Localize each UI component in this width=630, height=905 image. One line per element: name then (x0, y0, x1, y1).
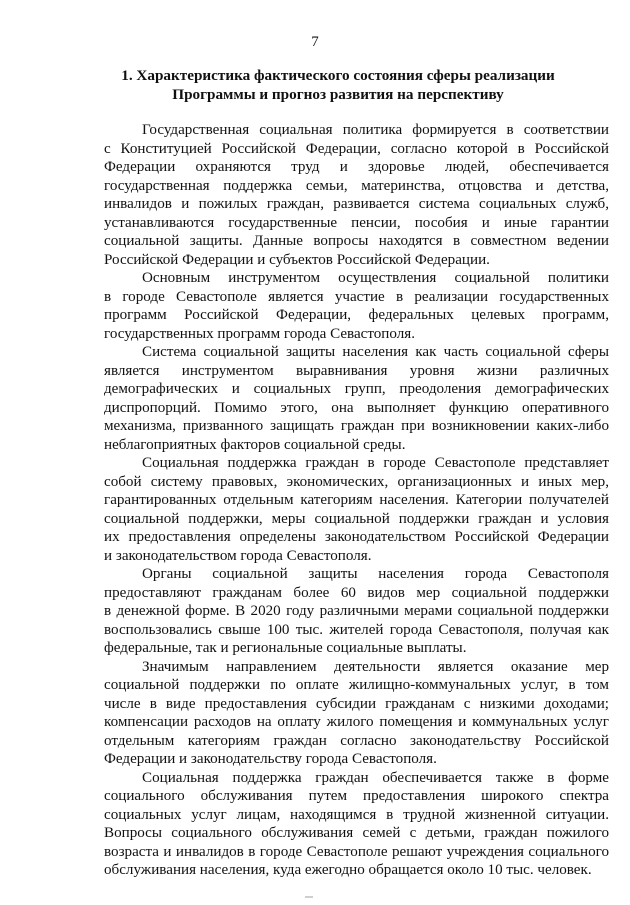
paragraph-line: социальной поддержки по оплате жилищно-коммунальных услуг, в том (104, 677, 609, 693)
paragraph-line: социальной защиты. Данные вопросы находятся в совместном ведении (104, 233, 609, 249)
paragraph (104, 565, 609, 658)
paragraph-line: Система социальной защиты населения как часть социальной сферы (142, 344, 609, 360)
paragraph-line: Российской Федерации и субъектов Российской Федерации. (104, 251, 490, 268)
paragraph-line: Органы социальной защиты населения города Севастополя (142, 566, 609, 582)
paragraph-line: и законодательством города Севастополя. (104, 547, 372, 564)
paragraph-line: государственная поддержка семьи, материнства, отцовства и детства, (104, 177, 609, 194)
paragraph-line: предоставляют гражданам более 60 видов мер социальной поддержки (104, 584, 609, 601)
paragraph-line: диспропорций. Помимо этого, она выполняет функцию оперативного (104, 399, 609, 416)
section-heading-line-2: Программы и прогноз развития на перспективу (172, 86, 504, 103)
page-number: 7 (311, 34, 319, 50)
paragraph-line: социального обслуживания путем предоставления широкого спектра (104, 788, 609, 804)
paragraph-line: воспользовались свыше 100 тыс. жителей города Севастополя, получая как (104, 621, 609, 638)
paragraph-line: числе в виде предоставления субсидии гражданам с низкими доходами; (104, 695, 609, 712)
paragraph (104, 454, 609, 565)
paragraph-line: Федерации охраняются труд и здоровье людей, обеспечивается (104, 159, 609, 175)
paragraph-line: инвалидов и пожилых граждан, развивается система социальных служб, (104, 196, 609, 212)
paragraph-line: федеральные, так и региональные социальные выплаты. (104, 640, 467, 656)
paragraph (104, 658, 609, 769)
paragraph-line: собой систему правовых, экономических, организационных и иных мер, (104, 473, 609, 490)
paragraph-line: обслуживания населения, куда ежегодно обращается около 10 тыс. человек. (104, 862, 592, 878)
paragraph-line: социальной поддержки, меры социальной поддержки граждан и условия (104, 510, 609, 527)
paragraph-line: устанавливаются государственные пенсии, пособия и иные гарантии (104, 214, 609, 231)
body-text (104, 121, 609, 880)
paragraph-line: государственных программ города Севастополя. (104, 325, 415, 342)
paragraph-line: в денежной форме. В 2020 году различными мерами социальной поддержки (104, 603, 609, 619)
paragraph (104, 121, 609, 269)
paragraph-line: Федерации и законодательству города Севастополя. (104, 751, 437, 767)
paragraph-line: компенсации расходов на оплату жилого помещения и коммунальных услуг (104, 714, 609, 730)
paragraph-line: Государственная социальная политика формируется в соответствии (142, 122, 609, 138)
paragraph-line: является инструментом выравнивания уровня жизни различных (104, 362, 609, 379)
section-heading (108, 66, 568, 104)
paragraph-line: механизма, призванного защищать граждан при возникновении каких-либо (104, 418, 609, 434)
paragraph-line: социальных услуг лицам, находящимся в трудной жизненной ситуации. (104, 806, 609, 823)
paragraph-line: в городе Севастополе является участие в реализации государственных (104, 288, 609, 305)
paragraph-line: отдельным категориям граждан согласно законодательству Российской (104, 732, 609, 749)
paragraph-line: Социальная поддержка граждан в городе Севастополе представляет (142, 455, 609, 471)
paragraph-line: возраста и инвалидов в городе Севастополе решают учреждения социального (104, 843, 609, 860)
paragraph-line: Вопросы социального обслуживания семей с детьми, граждан пожилого (104, 825, 609, 841)
section-heading-line-1: 1. Характеристика фактического состояния сферы реализации (121, 67, 555, 84)
paragraph (104, 269, 609, 343)
paragraph-line: программ Российской Федерации, федеральных целевых программ, (104, 307, 609, 323)
paragraph (104, 343, 609, 454)
paragraph-line: гарантированных отдельным категориям населения. Категории получателей (104, 492, 609, 508)
paragraph-line: Социальная поддержка граждан обеспечивается также в форме (142, 769, 609, 786)
paragraph (104, 769, 609, 880)
paragraph-line: демографических и социальных групп, преодоления демографических (104, 381, 609, 397)
paragraph-line: с Конституцией Российской Федерации, согласно которой в Российской (104, 140, 609, 157)
scan-artifact (305, 896, 313, 898)
paragraph-line: их предоставления определены законодательством Российской Федерации (104, 529, 609, 545)
paragraph-line: Значимым направлением деятельности является оказание мер (142, 658, 609, 675)
paragraph-line: неблагоприятных факторов социальной среды. (104, 436, 406, 453)
paragraph-line: Основным инструментом осуществления социальной политики (142, 270, 609, 286)
